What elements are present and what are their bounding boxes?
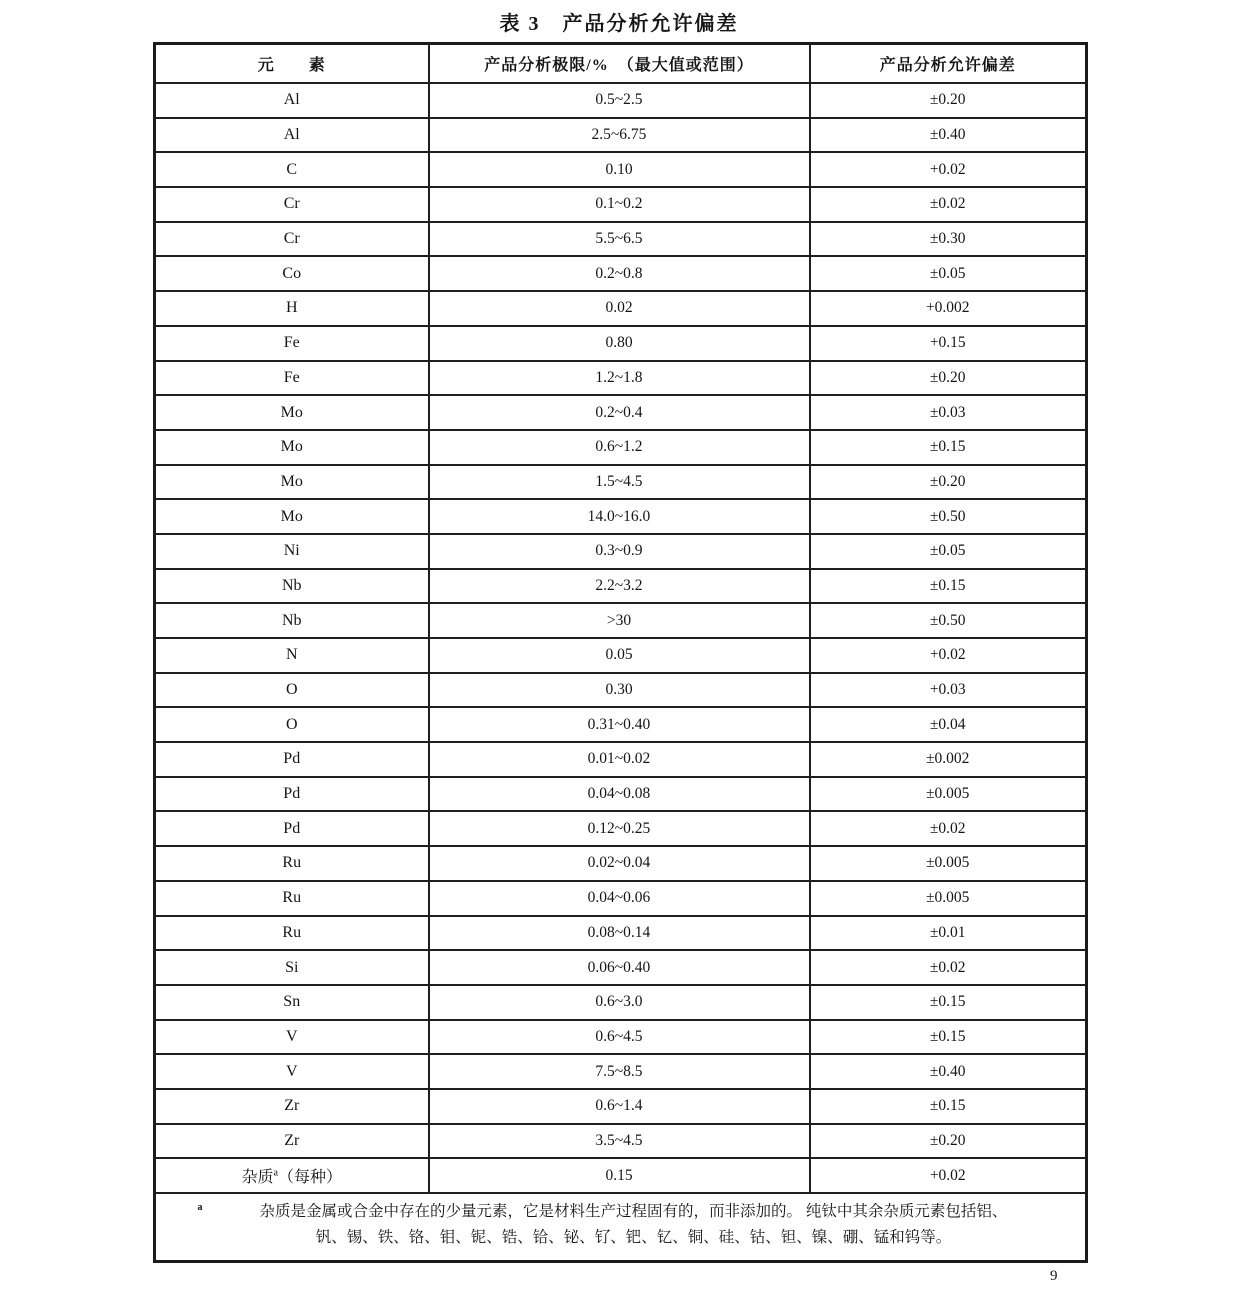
deviation-cell: ±0.002 [810, 742, 1087, 777]
header-limit: 产品分析极限/% （最大值或范围） [429, 44, 810, 84]
deviation-cell: +0.02 [810, 638, 1087, 673]
header-row [155, 44, 1087, 84]
limit-cell: 0.15 [429, 1158, 810, 1193]
table-row [155, 291, 1087, 326]
element-cell: Ru [155, 916, 429, 951]
table-row [155, 950, 1087, 985]
table-row [155, 430, 1087, 465]
table-row [155, 1158, 1087, 1193]
element-cell: Pd [155, 742, 429, 777]
table-row [155, 152, 1087, 187]
limit-cell: 0.6~1.4 [429, 1089, 810, 1124]
table-row [155, 361, 1087, 396]
element-cell: Mo [155, 465, 429, 500]
deviation-cell: ±0.15 [810, 569, 1087, 604]
limit-cell: 0.06~0.40 [429, 950, 810, 985]
deviation-cell: ±0.20 [810, 361, 1087, 396]
table-row [155, 499, 1087, 534]
limit-cell: 0.80 [429, 326, 810, 361]
element-cell: O [155, 673, 429, 708]
table-row [155, 118, 1087, 153]
limit-cell: 7.5~8.5 [429, 1054, 810, 1089]
deviation-cell: ±0.005 [810, 881, 1087, 916]
deviation-cell: ±0.20 [810, 1124, 1087, 1159]
deviation-cell: +0.15 [810, 326, 1087, 361]
element-cell: O [155, 707, 429, 742]
limit-cell: 0.05 [429, 638, 810, 673]
deviation-cell: ±0.005 [810, 777, 1087, 812]
element-cell: Al [155, 83, 429, 118]
limit-cell: 0.2~0.8 [429, 256, 810, 291]
deviation-cell: +0.02 [810, 152, 1087, 187]
limit-cell: 3.5~4.5 [429, 1124, 810, 1159]
limit-cell: 0.6~4.5 [429, 1020, 810, 1055]
deviation-cell: ±0.40 [810, 1054, 1087, 1089]
element-cell: N [155, 638, 429, 673]
element-cell: C [155, 152, 429, 187]
deviation-cell: +0.002 [810, 291, 1087, 326]
deviation-cell: ±0.02 [810, 811, 1087, 846]
header-element: 元 素 [155, 44, 429, 84]
element-cell: Zr [155, 1089, 429, 1124]
table-row [155, 846, 1087, 881]
table-row [155, 1054, 1087, 1089]
limit-cell: 0.3~0.9 [429, 534, 810, 569]
footnote-line: 杂质是金属或合金中存在的少量元素，它是材料生产过程固有的，而非添加的。 纯钛中其余杂质元素包括铝、 [259, 1202, 1008, 1220]
table-row [155, 603, 1087, 638]
deviation-cell: ±0.05 [810, 256, 1087, 291]
deviation-cell: ±0.20 [810, 83, 1087, 118]
limit-cell: 2.2~3.2 [429, 569, 810, 604]
deviation-cell: ±0.03 [810, 395, 1087, 430]
limit-cell: 0.02 [429, 291, 810, 326]
limit-cell: 2.5~6.75 [429, 118, 810, 153]
table-row [155, 1089, 1087, 1124]
limit-cell: 0.2~0.4 [429, 395, 810, 430]
limit-cell: 0.6~1.2 [429, 430, 810, 465]
table-row [155, 881, 1087, 916]
table-body [155, 83, 1087, 1193]
footnote-line: 钒、锡、铁、铬、钼、铌、锆、铪、铋、钌、钯、钇、铜、硅、钴、钽、镍、硼、锰和钨等。 [315, 1229, 952, 1246]
table-row [155, 1020, 1087, 1055]
element-cell: Fe [155, 326, 429, 361]
footnote-cell [155, 1193, 1087, 1262]
limit-cell: 0.30 [429, 673, 810, 708]
table-row [155, 187, 1087, 222]
element-cell: Ni [155, 534, 429, 569]
table-header [155, 44, 1087, 84]
deviation-cell: ±0.30 [810, 222, 1087, 257]
deviation-cell: ±0.15 [810, 1089, 1087, 1124]
deviation-cell: ±0.02 [810, 187, 1087, 222]
limit-cell: 0.31~0.40 [429, 707, 810, 742]
table-title: 表 3 产品分析允许偏差 [499, 13, 739, 35]
table-row [155, 465, 1087, 500]
deviation-cell: ±0.15 [810, 430, 1087, 465]
deviation-cell: ±0.005 [810, 846, 1087, 881]
limit-cell: 0.10 [429, 152, 810, 187]
table-row [155, 742, 1087, 777]
element-cell: Cr [155, 187, 429, 222]
element-cell: H [155, 291, 429, 326]
limit-cell: >30 [429, 603, 810, 638]
deviation-cell: ±0.05 [810, 534, 1087, 569]
element-cell: Nb [155, 603, 429, 638]
limit-cell: 14.0~16.0 [429, 499, 810, 534]
limit-cell: 1.2~1.8 [429, 361, 810, 396]
limit-cell: 0.5~2.5 [429, 83, 810, 118]
deviation-cell: ±0.15 [810, 1020, 1087, 1055]
deviation-cell: ±0.50 [810, 603, 1087, 638]
element-cell: V [155, 1020, 429, 1055]
deviation-cell: +0.02 [810, 1158, 1087, 1193]
element-cell: 杂质$^a$（每种） [155, 1158, 429, 1193]
deviation-cell: ±0.04 [810, 707, 1087, 742]
deviation-cell: +0.03 [810, 673, 1087, 708]
limit-cell: 1.5~4.5 [429, 465, 810, 500]
limit-cell: 0.04~0.08 [429, 777, 810, 812]
table-row [155, 326, 1087, 361]
table-row [155, 811, 1087, 846]
element-cell: Zr [155, 1124, 429, 1159]
deviation-cell: ±0.20 [810, 465, 1087, 500]
table-row [155, 1124, 1087, 1159]
element-cell: Mo [155, 499, 429, 534]
element-cell: Al [155, 118, 429, 153]
limit-cell: 5.5~6.5 [429, 222, 810, 257]
footnote-marker: a [197, 1201, 203, 1213]
table-row [155, 83, 1087, 118]
element-cell: Mo [155, 395, 429, 430]
table-row [155, 638, 1087, 673]
element-cell: Mo [155, 430, 429, 465]
limit-cell: 0.1~0.2 [429, 187, 810, 222]
limit-cell: 0.04~0.06 [429, 881, 810, 916]
table-footer [155, 1193, 1087, 1262]
header-deviation: 产品分析允许偏差 [810, 44, 1087, 84]
deviation-cell: ±0.02 [810, 950, 1087, 985]
limit-cell: 0.08~0.14 [429, 916, 810, 951]
table-row [155, 256, 1087, 291]
table-row [155, 222, 1087, 257]
limit-cell: 0.01~0.02 [429, 742, 810, 777]
deviation-cell: ±0.15 [810, 985, 1087, 1020]
element-cell: Co [155, 256, 429, 291]
table-row [155, 569, 1087, 604]
limit-cell: 0.12~0.25 [429, 811, 810, 846]
element-cell: Cr [155, 222, 429, 257]
element-cell: Ru [155, 881, 429, 916]
table-row [155, 673, 1087, 708]
element-cell: V [155, 1054, 429, 1089]
footnote [156, 1195, 1085, 1260]
deviation-cell: ±0.01 [810, 916, 1087, 951]
table-row [155, 985, 1087, 1020]
table-row [155, 777, 1087, 812]
analysis-deviation-table [153, 42, 1088, 1263]
deviation-cell: ±0.50 [810, 499, 1087, 534]
footnote-row [155, 1193, 1087, 1262]
limit-cell: 0.6~3.0 [429, 985, 810, 1020]
element-cell: Nb [155, 569, 429, 604]
limit-cell: 0.02~0.04 [429, 846, 810, 881]
deviation-cell: ±0.40 [810, 118, 1087, 153]
footnote-text [208, 1199, 1059, 1252]
element-cell: Pd [155, 811, 429, 846]
element-cell: Ru [155, 846, 429, 881]
element-cell: Fe [155, 361, 429, 396]
table-row [155, 707, 1087, 742]
table-row [155, 534, 1087, 569]
element-cell: Sn [155, 985, 429, 1020]
table-row [155, 395, 1087, 430]
table-row [155, 916, 1087, 951]
element-cell: Si [155, 950, 429, 985]
page-number: 9 [1050, 1268, 1058, 1284]
element-cell: Pd [155, 777, 429, 812]
